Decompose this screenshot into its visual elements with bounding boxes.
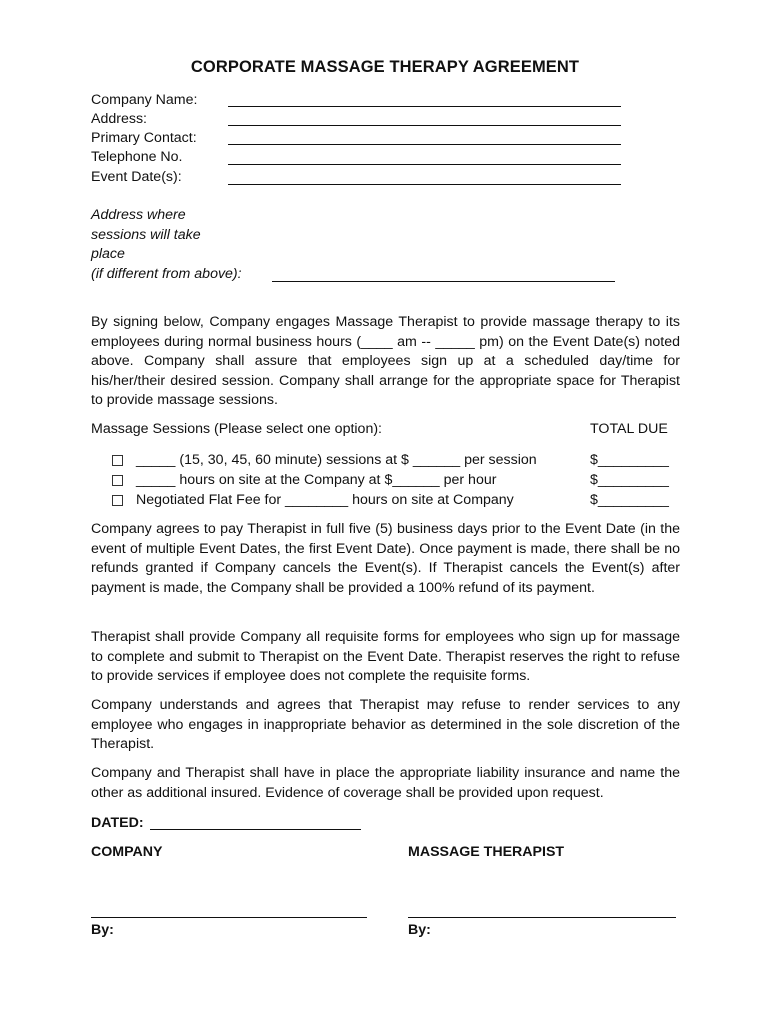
alt-address-field[interactable] — [272, 281, 615, 282]
therapist-by-label: By: — [408, 922, 431, 938]
address-label: Address: — [91, 111, 147, 127]
option-checkbox[interactable] — [112, 455, 123, 466]
telephone-label: Telephone No. — [91, 149, 183, 165]
option-text: Negotiated Flat Fee for ________ hours on site at Company — [136, 492, 514, 508]
payment-paragraph: Company agrees to pay Therapist in full five (5) business days prior to the Event Date (in the event of multiple Event Dates, the first Event Date). Once payment is made, there shall be no refunds granted if Company cancels the Event(s). If Therapist cancels the Event(s) after payment is made, the Company shall be provided a 100% refund of its payment. — [91, 521, 680, 596]
session-option-row — [112, 472, 682, 492]
sessions-heading: Massage Sessions (Please select one option): — [91, 421, 383, 437]
dated-field[interactable] — [150, 829, 361, 830]
company-by-label: By: — [91, 922, 114, 938]
option-text: _____ (15, 30, 45, 60 minute) sessions at $ ______ per session — [136, 452, 537, 468]
alt-address-label-line4: (if different from above): — [91, 266, 242, 282]
dated-label: DATED: — [91, 815, 144, 831]
company-signature-line[interactable] — [91, 917, 367, 918]
therapist-signature-line[interactable] — [408, 917, 676, 918]
event-dates-label: Event Date(s): — [91, 169, 182, 185]
address-field[interactable] — [228, 125, 621, 126]
session-option-row — [112, 452, 682, 472]
primary-contact-label: Primary Contact: — [91, 130, 197, 146]
alt-address-label-line2: sessions will take — [91, 227, 201, 243]
company-signature-heading: COMPANY — [91, 844, 163, 860]
document-title: CORPORATE MASSAGE THERAPY AGREEMENT — [190, 58, 580, 76]
primary-contact-field[interactable] — [228, 144, 621, 145]
company-name-field[interactable] — [228, 106, 621, 107]
session-option-row — [112, 492, 682, 512]
alt-address-label-line1: Address where — [91, 207, 186, 223]
option-checkbox[interactable] — [112, 495, 123, 506]
event-dates-field[interactable] — [228, 184, 621, 185]
forms-paragraph: Therapist shall provide Company all requisite forms for employees who sign up for massage to complete and submit to Therapist on the Event Date. Therapist reserves the right to refuse to provide services if employee does not complete the requisite forms. — [91, 629, 680, 685]
therapist-signature-heading: MASSAGE THERAPIST — [408, 844, 565, 860]
option-checkbox[interactable] — [112, 475, 123, 486]
option-total: $_________ — [590, 492, 669, 508]
insurance-paragraph: Company and Therapist shall have in place the appropriate liability insurance and name the other as additional insured. Evidence of coverage shall be provided upon request. — [91, 765, 680, 801]
engagement-paragraph: By signing below, Company engages Massage Therapist to provide massage therapy to its employees during normal business hours (____ am -- _____ pm) on the Event Date(s) noted above. Company shall assure that employees sign up at a scheduled day/time for his/her/their desired session. Company shall arrange for the appropriate space for Therapist to provide massage sessions. — [91, 314, 680, 409]
refusal-paragraph: Company understands and agrees that Therapist may refuse to render services to any employee who engages in inappropriate behavior as determined in the sole discretion of the Therapist. — [91, 697, 680, 753]
option-total: $_________ — [590, 472, 669, 488]
alt-address-label-line3: place — [91, 246, 125, 262]
telephone-field[interactable] — [228, 164, 621, 165]
total-due-heading: TOTAL DUE — [590, 421, 668, 437]
option-total: $_________ — [590, 452, 669, 468]
company-name-label: Company Name: — [91, 92, 198, 108]
option-text: _____ hours on site at the Company at $______ per hour — [136, 472, 497, 488]
